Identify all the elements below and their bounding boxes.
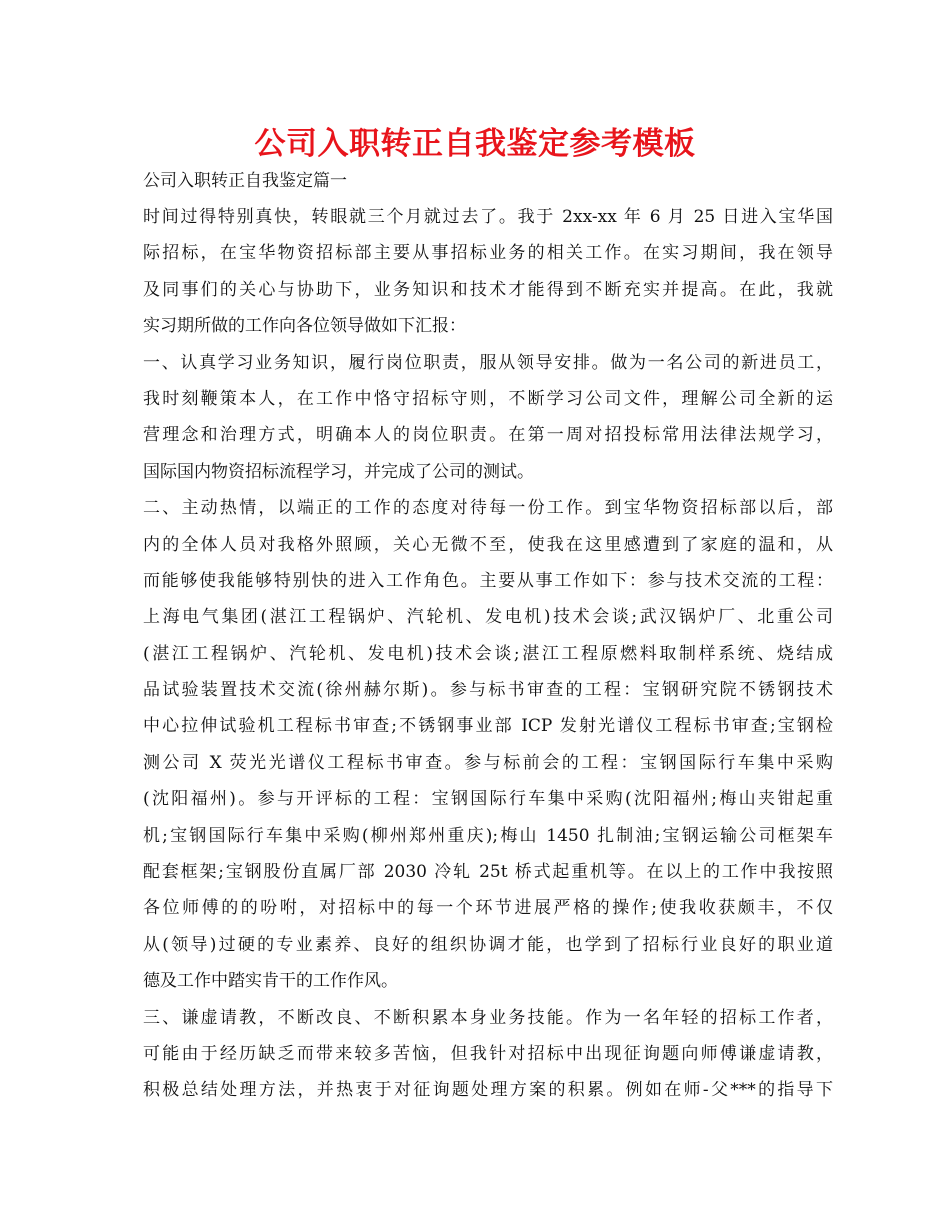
- text-line: 中心拉伸试验机工程标书审查;不锈钢事业部 ICP 发射光谱仪工程标书审查;宝钢检: [143, 716, 833, 737]
- text-line: 实习期所做的工作向各位领导做如下汇报：: [143, 316, 466, 337]
- text-line: 一、认真学习业务知识，履行岗位职责，服从领导安排。做为一名公司的新进员工，: [143, 352, 833, 373]
- text-line: 配套框架;宝钢股份直属厂部 2030 冷轧 25t 桥式起重机等。在以上的工作中我按照: [143, 862, 833, 883]
- text-line: 国际国内物资招标流程学习，并完成了公司的测试。: [143, 461, 534, 482]
- text-line: (湛江工程锅炉、汽轮机、发电机)技术会谈;湛江工程原燃料取制样系统、烧结成: [143, 643, 833, 664]
- document-title: 公司入职转正自我鉴定参考模板: [254, 126, 696, 162]
- section-heading: 公司入职转正自我鉴定篇一: [143, 171, 347, 191]
- text-line: 而能够使我能够特别快的进入工作角色。主要从事工作如下：参与技术交流的工程：: [143, 570, 833, 591]
- text-line: 营理念和治理方式，明确本人的岗位职责。在第一周对招投标常用法律法规学习，: [143, 425, 833, 446]
- text-line: 上海电气集团(湛江工程锅炉、汽轮机、发电机)技术会谈;武汉锅炉厂、北重公司: [143, 607, 833, 628]
- text-line: 三、谦虚请教，不断改良、不断积累本身业务技能。作为一名年轻的招标工作者，: [143, 1007, 833, 1028]
- text-line: 内的全体人员对我格外照顾，关心无微不至，使我在这里感遭到了家庭的温和，从: [143, 534, 833, 555]
- text-line: 积极总结处理方法，并热衷于对征询题处理方案的积累。例如在师-父***的指导下: [143, 1080, 833, 1101]
- text-line: 际招标，在宝华物资招标部主要从事招标业务的相关工作。在实习期间，我在领导: [143, 243, 833, 264]
- text-line: 德及工作中踏实肯干的工作作风。: [143, 971, 398, 992]
- text-line: 测公司 X 荧光光谱仪工程标书审查。参与标前会的工程：宝钢国际行车集中采购: [143, 752, 833, 773]
- body-text: [143, 199, 833, 1109]
- text-line: 品试验装置技术交流(徐州赫尔斯)。参与标书审查的工程：宝钢研究院不锈钢技术: [143, 680, 833, 701]
- text-line: 各位师傅的的吩咐，对招标中的每一个环节进展严格的操作;使我收获颇丰，不仅: [143, 898, 833, 919]
- text-line: 我时刻鞭策本人，在工作中恪守招标守则，不断学习公司文件，理解公司全新的运: [143, 388, 833, 409]
- text-line: (沈阳福州)。参与开评标的工程：宝钢国际行车集中采购(沈阳福州;梅山夹钳起重: [143, 789, 833, 810]
- text-line: 时间过得特别真快，转眼就三个月就过去了。我于 2xx-xx 年 6 月 25 日进入宝华国: [143, 207, 833, 227]
- text-line: 可能由于经历缺乏而带来较多苦恼，但我针对招标中出现征询题向师傅谦虚请教，: [143, 1043, 833, 1064]
- text-line: 及同事们的关心与协助下，业务知识和技术才能得到不断充实并提高。在此，我就: [143, 279, 833, 300]
- text-line: 从(领导)过硬的专业素养、良好的组织协调才能，也学到了招标行业良好的职业道: [143, 934, 833, 955]
- text-line: 二、主动热情，以端正的工作的态度对待每一份工作。到宝华物资招标部以后，部: [143, 498, 833, 519]
- text-line: 机;宝钢国际行车集中采购(柳州郑州重庆);梅山 1450 扎制油;宝钢运输公司框架车: [143, 825, 833, 846]
